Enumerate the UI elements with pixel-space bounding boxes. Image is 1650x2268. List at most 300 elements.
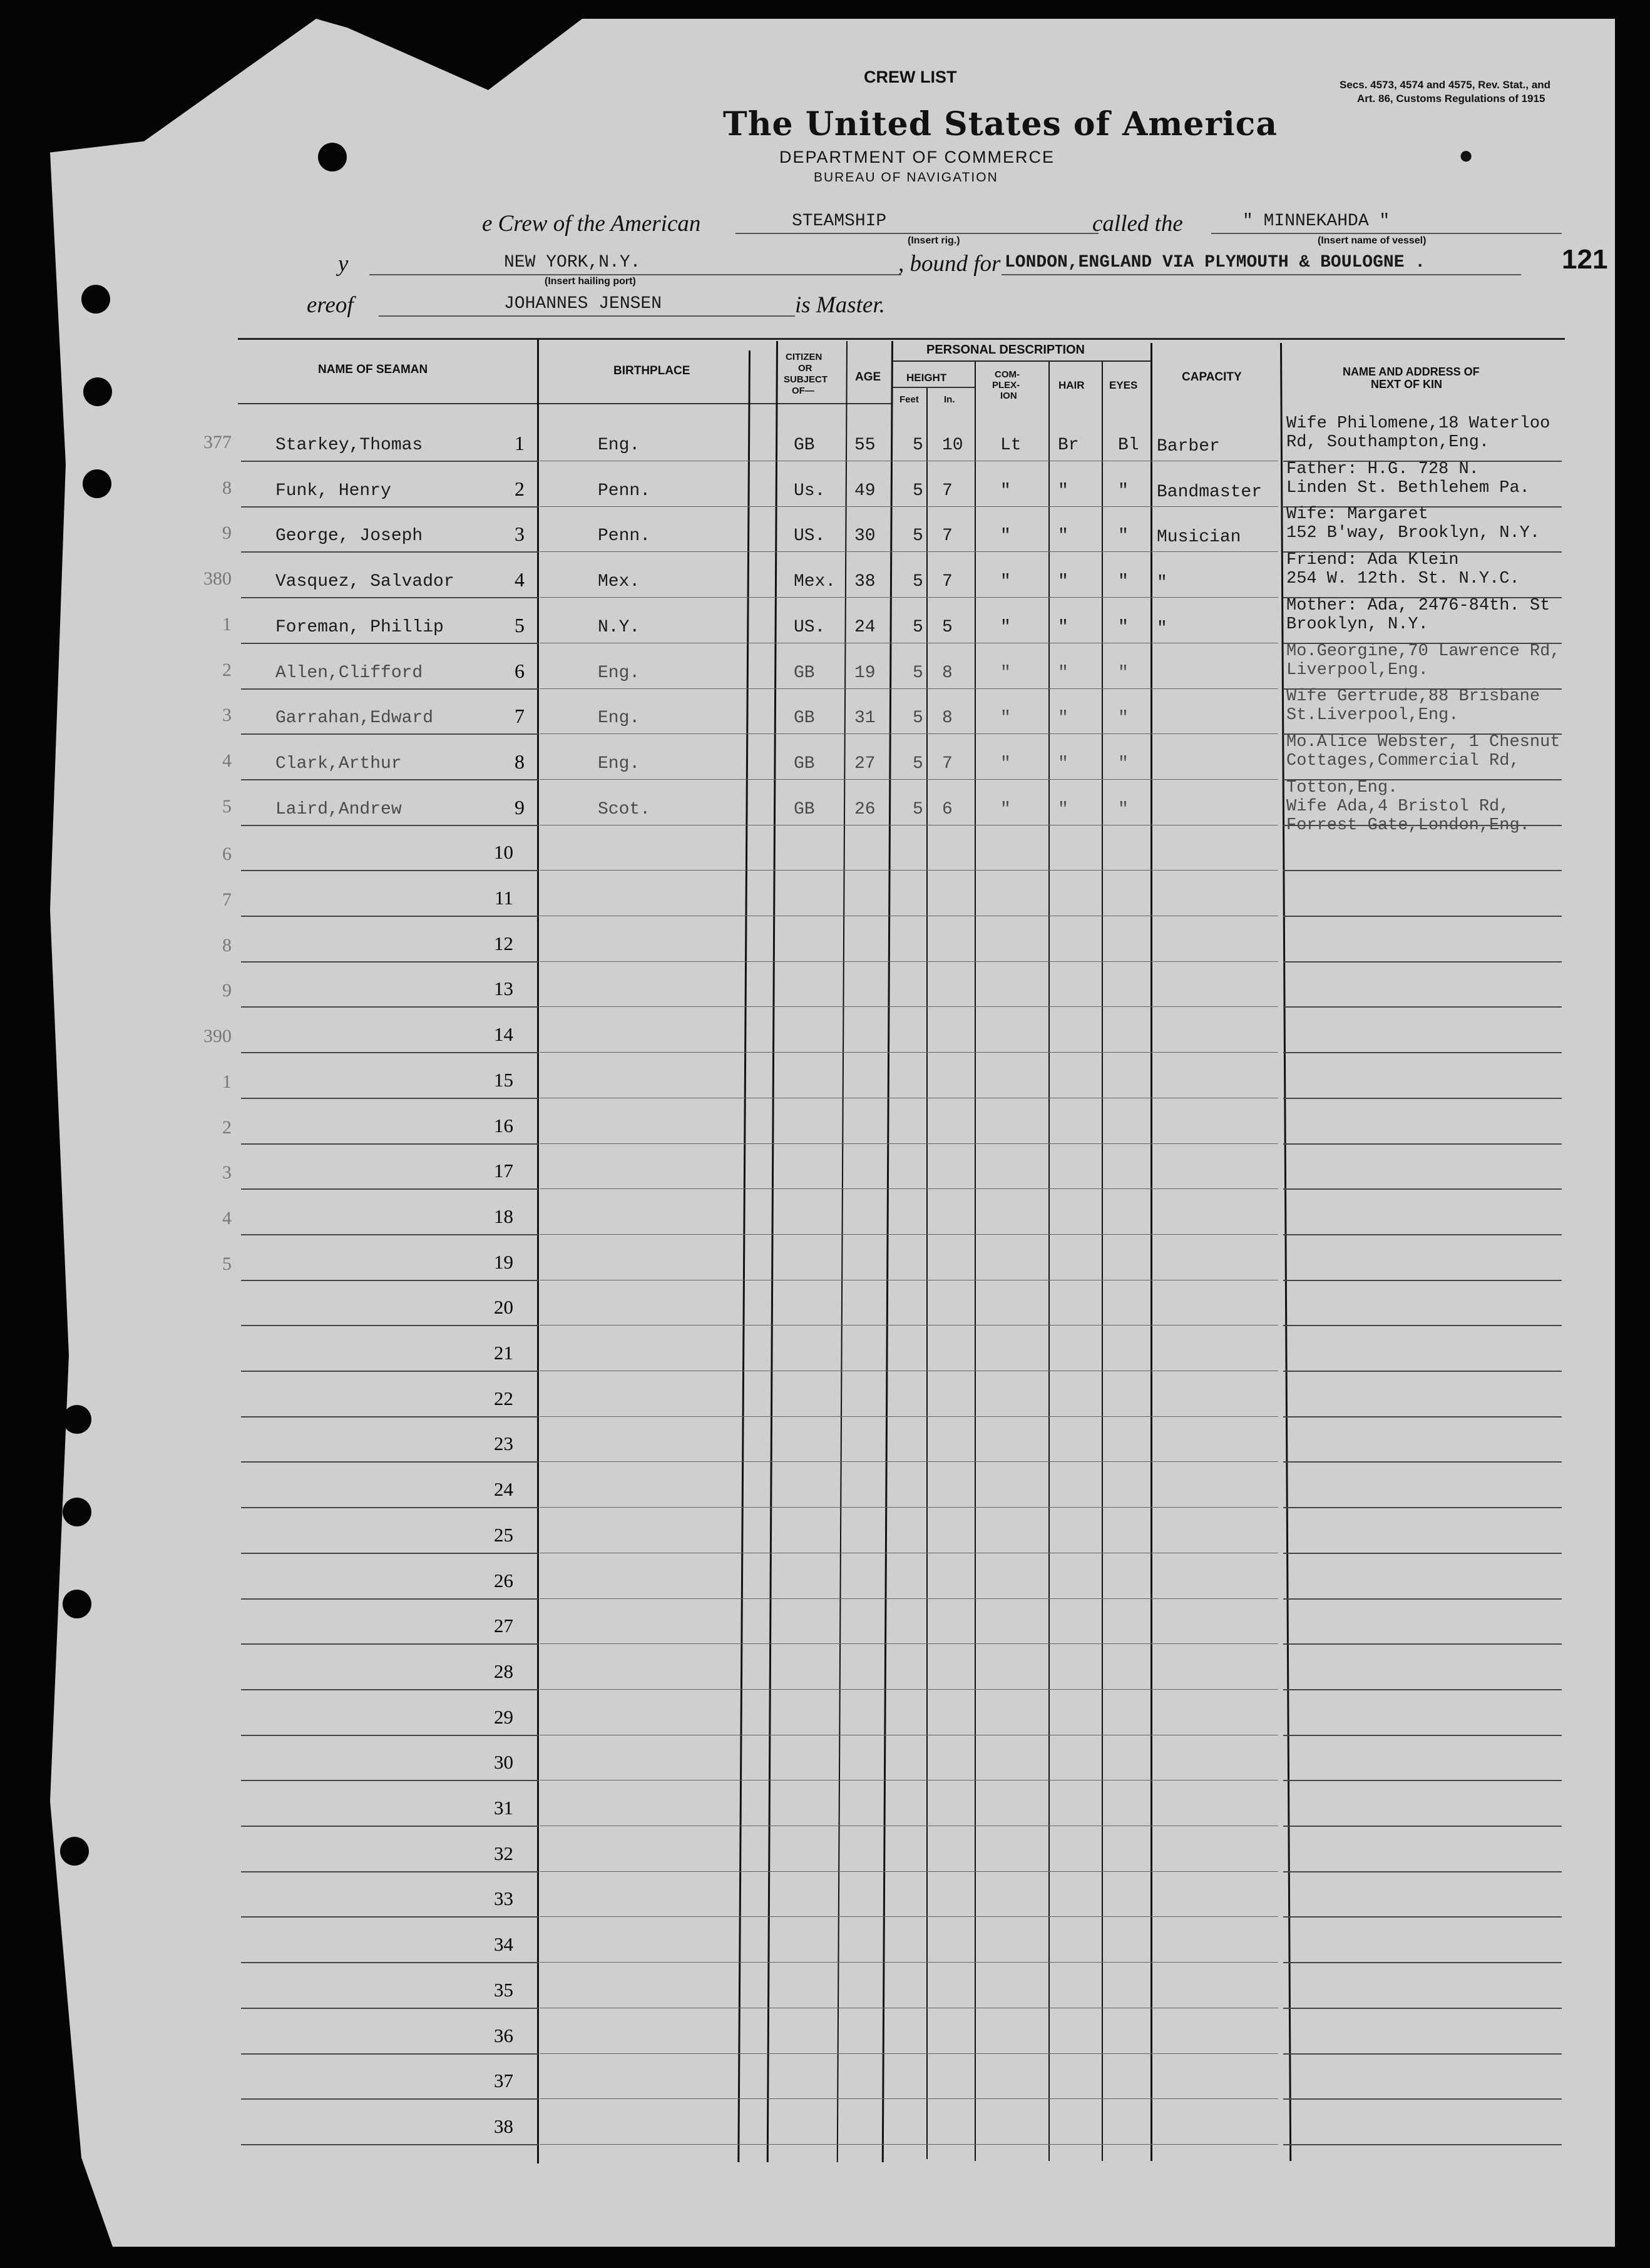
row-rule	[1283, 1188, 1562, 1190]
row-rule	[540, 961, 1278, 962]
port-caption: (Insert hailing port)	[545, 276, 636, 287]
statute-line-2: Art. 86, Customs Regulations of 1915	[1357, 93, 1545, 105]
complexion: "	[1000, 753, 1011, 774]
row-number: 19	[494, 1250, 513, 1273]
age: 26	[854, 799, 876, 819]
height-inches: 6	[942, 799, 953, 819]
height-feet: 5	[913, 572, 923, 592]
statute-line-1: Secs. 4573, 4574 and 4575, Rev. Stat., and	[1340, 79, 1551, 91]
row-rule	[540, 1325, 1278, 1326]
left-margin-number: 9	[222, 523, 232, 544]
col-hair-header: HAIR	[1058, 379, 1085, 391]
hair: "	[1058, 617, 1068, 637]
row-rule	[1283, 1780, 1562, 1781]
row-number: 26	[494, 1569, 513, 1591]
row-rule	[540, 506, 1278, 507]
row-number: 32	[494, 1842, 513, 1864]
row-rule	[241, 1962, 538, 1963]
next-of-kin-address: 152 B'way, Brooklyn, N.Y.	[1286, 524, 1540, 543]
height-inches: 7	[942, 526, 953, 546]
row-rule	[241, 1006, 538, 1008]
row-rule	[1283, 2098, 1562, 2100]
citizen-of: GB	[794, 799, 815, 819]
row-rule	[540, 1871, 1278, 1872]
row-rule	[540, 551, 1278, 552]
col-citizen-header-1: CITIZEN	[786, 352, 822, 362]
row-rule	[1283, 1280, 1562, 1281]
birthplace: Scot.	[598, 799, 651, 819]
destination-value: LONDON,ENGLAND VIA PLYMOUTH & BOULOGNE .	[1005, 253, 1426, 272]
row-rule	[1283, 1371, 1562, 1372]
height-rule	[892, 387, 975, 388]
row-rule	[241, 1461, 538, 1463]
eyes: Bl	[1118, 436, 1139, 455]
row-rule	[540, 1916, 1278, 1917]
age: 49	[854, 481, 876, 501]
row-rule	[241, 733, 538, 735]
row-rule	[241, 1371, 538, 1372]
row-rule	[540, 1006, 1278, 1007]
height-feet: 5	[913, 753, 923, 774]
seaman-name: Laird,Andrew	[275, 799, 402, 819]
eyes: "	[1118, 617, 1129, 637]
row-rule	[540, 1507, 1278, 1508]
col-age-header: AGE	[855, 370, 881, 384]
col-feet-header: Feet	[899, 394, 919, 405]
document-page	[50, 19, 1615, 2247]
col-divider	[1048, 362, 1050, 2161]
row-number: 25	[494, 1523, 513, 1546]
col-divider	[537, 339, 539, 2163]
department-heading: DEPARTMENT OF COMMERCE	[779, 148, 1055, 166]
row-number: 2	[515, 477, 525, 500]
hair: Br	[1058, 436, 1079, 455]
rig-caption: (Insert rig.)	[908, 235, 960, 246]
row-rule	[1283, 1416, 1562, 1418]
row-number: 17	[494, 1160, 513, 1182]
age: 31	[854, 708, 876, 728]
eyes: "	[1118, 708, 1129, 728]
citizen-of: US.	[794, 617, 826, 637]
col-eyes-header: EYES	[1109, 379, 1138, 391]
row-rule	[241, 643, 538, 644]
row-number: 29	[494, 1705, 513, 1728]
birthplace: Mex.	[598, 572, 640, 592]
row-number: 10	[494, 841, 513, 864]
rig-value: STEAMSHIP	[792, 212, 887, 231]
master-underline	[379, 315, 795, 317]
row-rule	[241, 916, 538, 917]
height-inches: 7	[942, 481, 953, 501]
punch-hole	[63, 1590, 91, 1618]
destination-underline	[1002, 274, 1521, 275]
complexion: "	[1000, 799, 1011, 819]
capacity: Musician	[1157, 528, 1241, 548]
row-rule	[1283, 1143, 1562, 1145]
row-rule	[1283, 1689, 1562, 1690]
row-rule	[241, 1643, 538, 1645]
row-rule	[241, 1916, 538, 1918]
row-number: 11	[494, 887, 513, 909]
bureau-heading: BUREAU OF NAVIGATION	[814, 170, 998, 185]
next-of-kin-address: Cottages,Commercial Rd,	[1286, 751, 1520, 770]
left-margin-number: 390	[203, 1026, 232, 1047]
col-citizen-header-2: OR	[798, 363, 812, 374]
row-number: 38	[494, 2115, 513, 2137]
row-number: 7	[515, 705, 525, 728]
left-margin-number: 8	[222, 477, 232, 498]
row-rule	[241, 1280, 538, 1281]
next-of-kin-address: Liverpool,Eng.	[1286, 660, 1428, 680]
next-of-kin: Mo.Alice Webster, 1 Chesnut	[1286, 732, 1560, 752]
seaman-name: Starkey,Thomas	[275, 436, 423, 455]
row-rule	[1283, 1098, 1562, 1099]
height-feet: 5	[913, 481, 923, 501]
left-margin-number: 377	[203, 432, 232, 452]
row-number: 28	[494, 1660, 513, 1682]
row-rule	[540, 688, 1278, 689]
hair: "	[1058, 526, 1068, 546]
row-rule	[241, 461, 538, 462]
row-rule	[241, 1553, 538, 1554]
seaman-name: Garrahan,Edward	[275, 708, 434, 728]
punch-hole	[63, 1498, 91, 1526]
complexion: "	[1000, 526, 1011, 546]
col-divider	[975, 362, 976, 2161]
col-capacity-header: CAPACITY	[1182, 370, 1242, 384]
next-of-kin: Mother: Ada, 2476-84th. St	[1286, 596, 1550, 615]
seaman-name: Funk, Henry	[275, 481, 391, 501]
punch-hole	[83, 377, 112, 406]
height-feet: 5	[913, 708, 923, 728]
row-rule	[241, 2144, 538, 2145]
vessel-caption: (Insert name of vessel)	[1318, 235, 1427, 246]
seaman-name: Foreman, Phillip	[275, 617, 444, 637]
row-rule	[540, 1188, 1278, 1189]
birthplace: Eng.	[598, 753, 640, 774]
complexion: Lt	[1000, 436, 1022, 455]
birthplace: Eng.	[598, 663, 640, 683]
row-number: 37	[494, 2070, 513, 2092]
eyes: "	[1118, 481, 1129, 501]
row-rule	[241, 1689, 538, 1690]
row-number: 22	[494, 1387, 513, 1409]
punch-hole	[83, 469, 111, 498]
row-number: 12	[494, 932, 513, 954]
next-of-kin: Wife Gertrude,88 Brisbane	[1286, 687, 1540, 707]
next-of-kin-address: St.Liverpool,Eng.	[1286, 706, 1459, 725]
next-of-kin: Totton,Eng.	[1286, 778, 1398, 797]
row-number: 33	[494, 1887, 513, 1910]
complexion: "	[1000, 572, 1011, 592]
height-inches: 8	[942, 663, 953, 683]
left-margin-number: 3	[222, 1162, 232, 1183]
citizen-of: GB	[794, 436, 815, 455]
eyes: "	[1118, 799, 1129, 819]
row-rule	[1283, 1962, 1562, 1963]
left-margin-number: 4	[222, 750, 232, 771]
row-rule	[241, 779, 538, 780]
ink-blot: ●	[1458, 141, 1474, 169]
birthplace: Eng.	[598, 436, 640, 455]
row-rule	[1283, 916, 1562, 917]
height-inches: 5	[942, 617, 953, 637]
punch-hole	[81, 285, 110, 314]
row-number: 31	[494, 1797, 513, 1819]
seaman-name: Vasquez, Salvador	[275, 572, 454, 592]
row-number: 35	[494, 1978, 513, 2001]
row-rule	[1283, 1826, 1562, 1827]
row-rule	[1283, 1871, 1562, 1872]
row-rule	[241, 825, 538, 826]
height-feet: 5	[913, 617, 923, 637]
col-divider	[926, 388, 928, 2159]
document-title: The United States of America	[723, 105, 1278, 143]
left-margin-number: 3	[222, 705, 232, 726]
height-inches: 8	[942, 708, 953, 728]
row-number: 30	[494, 1751, 513, 1774]
row-number: 23	[494, 1433, 513, 1455]
row-rule	[540, 1416, 1278, 1417]
left-margin-number: 8	[222, 934, 232, 956]
left-margin-number: 5	[222, 795, 232, 817]
next-of-kin-address: Rd, Southampton,Eng.	[1286, 433, 1490, 452]
row-rule	[241, 2008, 538, 2009]
punch-hole	[63, 1405, 91, 1434]
row-rule	[241, 1780, 538, 1781]
row-rule	[241, 688, 538, 690]
capacity: "	[1157, 618, 1167, 638]
seaman-name: George, Joseph	[275, 526, 423, 546]
col-complexion-header-2: PLEX-	[992, 380, 1020, 391]
crew-prefix: e Crew of the American	[482, 211, 701, 237]
row-rule	[241, 2098, 538, 2100]
page-number: 121	[1562, 244, 1608, 275]
eyes: "	[1118, 753, 1129, 774]
rig-underline	[735, 233, 1099, 234]
eyes: "	[1118, 663, 1129, 683]
birthplace: N.Y.	[598, 617, 640, 637]
next-of-kin-address: Forrest Gate,London,Eng.	[1286, 815, 1530, 835]
height-feet: 5	[913, 663, 923, 683]
birthplace: Penn.	[598, 481, 651, 501]
left-margin-number: 2	[222, 659, 232, 680]
left-margin-number: 6	[222, 844, 232, 865]
next-of-kin: Friend: Ada Klein	[1286, 551, 1459, 570]
row-rule	[540, 733, 1278, 734]
birthplace: Eng.	[598, 708, 640, 728]
row-rule	[241, 1871, 538, 1872]
hailing-port-value: NEW YORK,N.Y.	[504, 253, 641, 272]
hair: "	[1058, 663, 1068, 683]
row-rule	[540, 1461, 1278, 1462]
row-rule	[241, 1234, 538, 1235]
row-rule	[241, 1143, 538, 1145]
row-rule	[1283, 1735, 1562, 1736]
age: 30	[854, 526, 876, 546]
row-rule	[241, 1826, 538, 1827]
capacity: Bandmaster	[1157, 482, 1263, 502]
row-number: 6	[515, 659, 525, 682]
next-of-kin-address: Linden St. Bethlehem Pa.	[1286, 478, 1530, 498]
table-top-rule	[238, 338, 1565, 340]
row-rule	[241, 1325, 538, 1326]
row-rule	[241, 1735, 538, 1736]
row-rule	[241, 961, 538, 963]
col-personal-header: PERSONAL DESCRIPTION	[926, 343, 1085, 357]
row-number: 20	[494, 1296, 513, 1319]
called-label: called the	[1092, 211, 1183, 237]
row-number: 9	[515, 795, 525, 819]
port-prefix: y	[338, 251, 349, 277]
row-rule	[540, 2053, 1278, 2054]
citizen-of: GB	[794, 663, 815, 683]
row-rule	[1283, 1916, 1562, 1918]
row-rule	[1283, 1006, 1562, 1008]
row-rule	[1283, 1325, 1562, 1326]
next-of-kin: Wife: Margaret	[1286, 505, 1428, 524]
citizen-of: GB	[794, 753, 815, 774]
row-rule	[1283, 2008, 1562, 2009]
citizen-of: US.	[794, 526, 826, 546]
left-margin-number: 380	[203, 568, 232, 590]
row-number: 5	[515, 613, 525, 636]
row-rule	[241, 1098, 538, 1099]
next-of-kin: Father: H.G. 728 N.	[1286, 459, 1479, 479]
col-name-header: NAME OF SEAMAN	[318, 363, 428, 376]
row-rule	[241, 1416, 538, 1418]
row-number: 24	[494, 1478, 513, 1501]
row-rule	[1283, 1507, 1562, 1508]
next-of-kin-address: 254 W. 12th. St. N.Y.C.	[1286, 570, 1520, 589]
left-margin-number: 5	[222, 1253, 232, 1274]
bound-for-label: , bound for	[898, 251, 1001, 277]
row-number: 14	[494, 1023, 513, 1046]
row-number: 36	[494, 2024, 513, 2046]
col-kin-header-2: NEXT OF KIN	[1371, 378, 1443, 391]
hair: "	[1058, 753, 1068, 774]
height-feet: 5	[913, 526, 923, 546]
age: 27	[854, 753, 876, 774]
row-rule	[540, 779, 1278, 780]
row-rule	[241, 1507, 538, 1508]
age: 19	[854, 663, 876, 683]
crew-list-heading: CREW LIST	[864, 68, 957, 86]
row-rule	[241, 506, 538, 508]
row-rule	[241, 870, 538, 871]
row-number: 27	[494, 1615, 513, 1637]
row-number: 1	[515, 432, 525, 454]
height-inches: 7	[942, 572, 953, 592]
seaman-name: Allen,Clifford	[275, 663, 423, 683]
is-master-label: is Master.	[795, 292, 885, 318]
next-of-kin-address: Brooklyn, N.Y.	[1286, 615, 1428, 634]
row-rule	[241, 2053, 538, 2055]
col-height-header: HEIGHT	[906, 372, 947, 384]
hair: "	[1058, 572, 1068, 592]
complexion: "	[1000, 617, 1011, 637]
citizen-of: GB	[794, 708, 815, 728]
row-rule	[241, 1598, 538, 1600]
row-number: 3	[515, 523, 525, 546]
row-rule	[540, 1598, 1278, 1599]
row-rule	[540, 597, 1278, 598]
left-margin-number: 2	[222, 1116, 232, 1138]
left-margin-number: 1	[222, 1071, 232, 1092]
personal-rule	[892, 360, 1152, 362]
row-rule	[1283, 1598, 1562, 1600]
complexion: "	[1000, 663, 1011, 683]
row-rule	[540, 1052, 1278, 1053]
left-margin-number: 1	[222, 613, 232, 635]
col-citizen-header-3: SUBJECT	[784, 374, 828, 385]
age: 24	[854, 617, 876, 637]
row-rule	[241, 1052, 538, 1053]
hair: "	[1058, 799, 1068, 819]
height-feet: 5	[913, 799, 923, 819]
hair: "	[1058, 481, 1068, 501]
row-rule	[540, 1143, 1278, 1144]
col-complexion-header-1: COM-	[995, 369, 1020, 380]
row-rule	[540, 2144, 1278, 2145]
left-margin-number: 4	[222, 1207, 232, 1228]
row-rule	[241, 597, 538, 598]
row-rule	[540, 1643, 1278, 1644]
citizen-of: Us.	[794, 481, 826, 501]
eyes: "	[1118, 526, 1129, 546]
row-rule	[1283, 870, 1562, 871]
row-rule	[1283, 1553, 1562, 1554]
row-number: 15	[494, 1068, 513, 1091]
col-birthplace-header: BIRTHPLACE	[613, 364, 690, 377]
row-number: 16	[494, 1114, 513, 1137]
punch-hole	[60, 1837, 89, 1866]
seaman-name: Clark,Arthur	[275, 753, 402, 774]
port-underline	[369, 274, 901, 275]
capacity: "	[1157, 573, 1167, 593]
row-rule	[540, 1962, 1278, 1963]
row-rule	[540, 1234, 1278, 1235]
vessel-value: " MINNEKAHDA "	[1243, 212, 1390, 231]
row-number: 8	[515, 750, 525, 773]
row-rule	[1283, 1052, 1562, 1053]
birthplace: Penn.	[598, 526, 651, 546]
col-citizen-header-4: OF—	[792, 386, 814, 396]
row-rule	[1283, 2053, 1562, 2055]
height-feet: 5	[913, 436, 923, 455]
col-divider	[1102, 362, 1103, 2161]
next-of-kin: Mo.Georgine,70 Lawrence Rd,	[1286, 641, 1560, 661]
row-rule	[241, 1188, 538, 1190]
complexion: "	[1000, 708, 1011, 728]
row-rule	[241, 551, 538, 553]
vessel-underline	[1211, 233, 1562, 234]
header-bottom-rule	[238, 403, 892, 404]
row-number: 21	[494, 1342, 513, 1364]
col-inches-header: In.	[944, 394, 955, 405]
next-of-kin-address: Wife Ada,4 Bristol Rd,	[1286, 797, 1510, 816]
row-number: 4	[515, 568, 525, 591]
row-number: 18	[494, 1205, 513, 1227]
row-number: 13	[494, 978, 513, 1000]
next-of-kin: Wife Philomene,18 Waterloo	[1286, 414, 1550, 433]
master-value: JOHANNES JENSEN	[504, 294, 662, 314]
age: 38	[854, 572, 876, 592]
age: 55	[854, 436, 876, 455]
row-number: 34	[494, 1933, 513, 1956]
left-margin-number: 9	[222, 980, 232, 1001]
capacity: Barber	[1157, 437, 1220, 456]
